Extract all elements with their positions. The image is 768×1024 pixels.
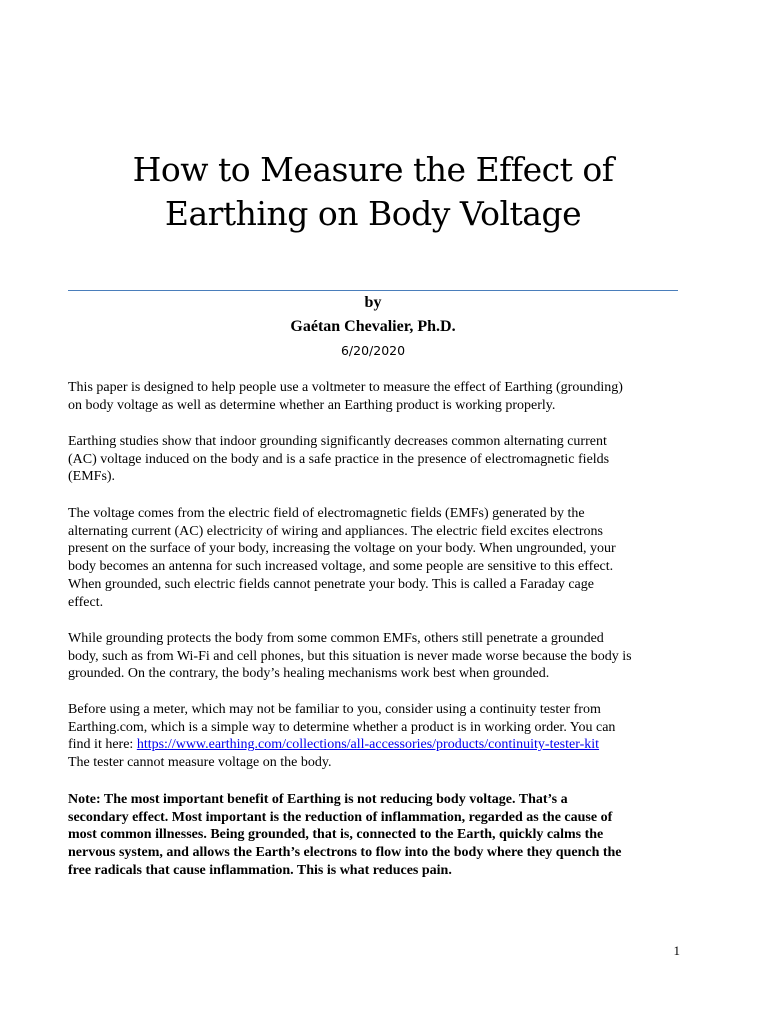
paragraph-line: effect. <box>68 594 104 610</box>
paragraph-line: body becomes an antenna for such increased voltage, and some people are sensitive to this effect. <box>68 559 614 575</box>
paragraph-line: The tester cannot measure voltage on the body. <box>68 755 332 771</box>
paragraph-line: While grounding protects the body from some common EMFs, others still penetrate a grounded <box>68 631 604 646</box>
paragraph-line: most common illnesses. Being grounded, that is, connected to the Earth, quickly calms the <box>68 827 604 843</box>
paragraph-line: (AC) voltage induced on the body and is a safe practice in the presence of electromagnetic fields <box>68 451 610 467</box>
paragraph-line: (EMFs). <box>68 469 116 485</box>
paragraph-line: Note: The most important benefit of Earthing is not reducing body voltage. That’s a <box>68 792 568 807</box>
paragraph-line: This paper is designed to help people use a voltmeter to measure the effect of Earthing (grounding) <box>68 380 623 395</box>
paragraph-line: present on the surface of your body, increasing the voltage on your body. When ungrounded, your <box>68 541 616 557</box>
paragraph-line: secondary effect. Most important is the reduction of inflammation, regarded as the cause of <box>68 809 613 825</box>
paragraph-line: Earthing studies show that indoor grounding significantly decreases common alternating current <box>68 434 607 449</box>
paragraph-line: free radicals that cause inflammation. This is what reduces pain. <box>68 862 452 878</box>
paragraph-line: grounded. On the contrary, the body’s healing mechanisms work best when grounded. <box>68 666 550 682</box>
paragraph-note <box>68 791 683 880</box>
paragraph-line: When grounded, such electric fields cannot penetrate your body. This is called a Faraday cage <box>68 576 594 592</box>
link-prefix: find it here: <box>68 737 137 753</box>
paragraph-grounding-protection <box>68 630 683 683</box>
title-line-2: Earthing on Body Voltage <box>164 194 582 233</box>
paragraph-earthing-studies <box>68 433 683 486</box>
paragraph-line: nervous system, and allows the Earth’s electrons to flow into the body where they quench the <box>68 845 622 861</box>
paragraph-continuity-tester <box>68 701 683 772</box>
page-number: 1 <box>673 943 680 958</box>
title-line-1: How to Measure the Effect of <box>132 150 614 189</box>
paragraph-intro <box>68 379 683 414</box>
document-date: 6/20/2020 <box>340 343 406 358</box>
paragraph-line: on body voltage as well as determine whether an Earthing product is working properly. <box>68 397 556 413</box>
document-title <box>68 148 678 236</box>
author-name: Gaétan Chevalier, Ph.D. <box>290 318 456 335</box>
paragraph-line: Earthing.com, which is a simple way to determine whether a product is in working order. You can <box>68 719 616 735</box>
paragraph-line: alternating current (AC) electricity of wiring and appliances. The electric field excites electrons <box>68 523 604 539</box>
paragraph-line: body, such as from Wi-Fi and cell phones, but this situation is never made worse because the body is <box>68 648 632 664</box>
paragraph-line: Before using a meter, which may not be familiar to you, consider using a continuity tester from <box>68 702 601 717</box>
by-label: by <box>364 294 382 311</box>
paragraph-line: The voltage comes from the electric field of electromagnetic fields (EMFs) generated by the <box>68 506 585 521</box>
continuity-tester-link[interactable]: https://www.earthing.com/collections/all-accessories/products/continuity-tester-kit <box>136 737 600 753</box>
paragraph-voltage-source <box>68 505 683 611</box>
paragraph-line <box>68 736 683 754</box>
title-divider <box>68 290 678 291</box>
